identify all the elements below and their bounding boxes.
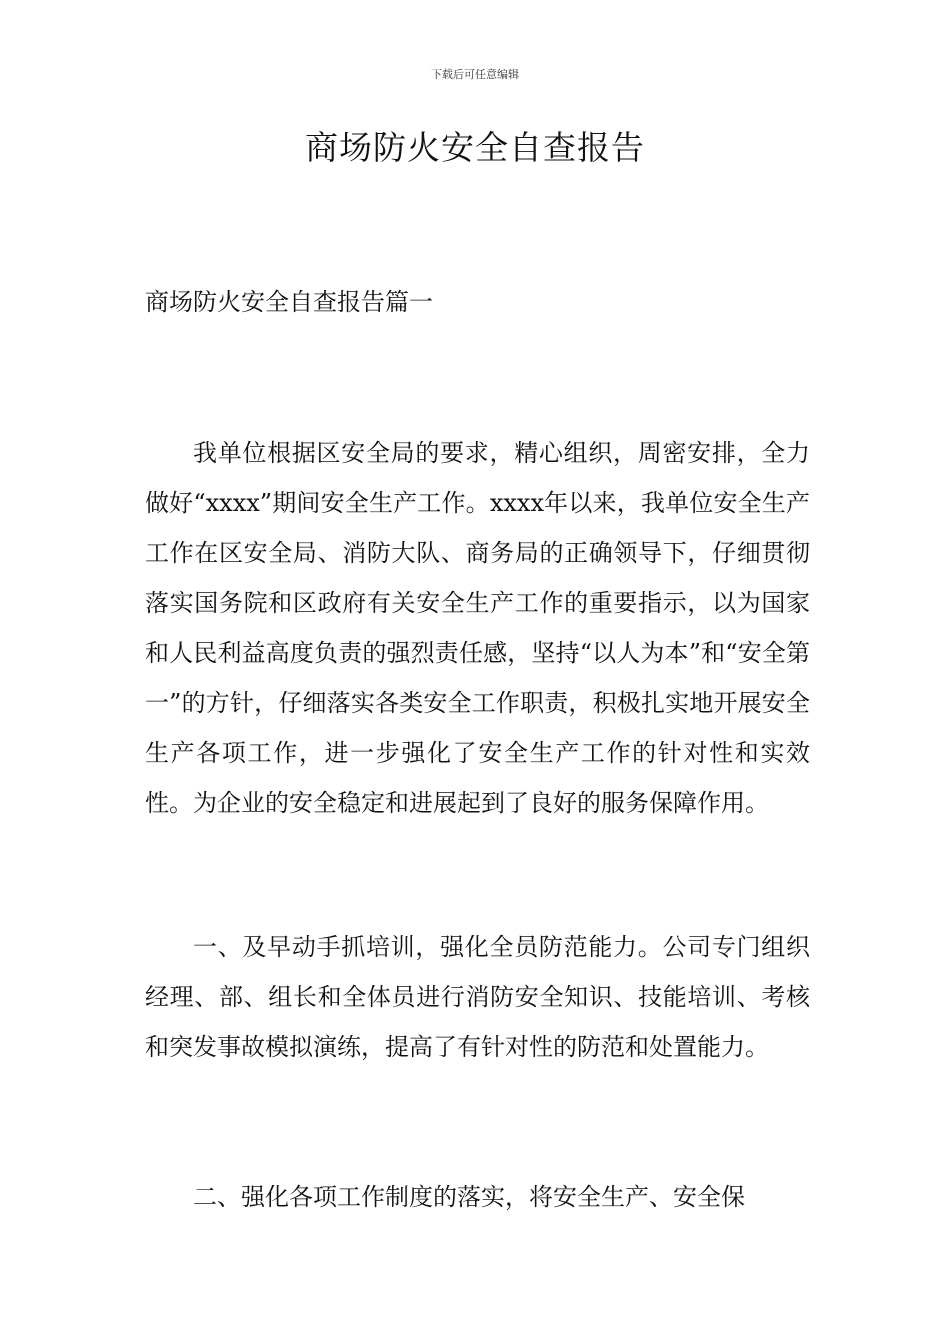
section-heading: 商场防火安全自查报告篇一 bbox=[145, 288, 433, 316]
document-title: 商场防火安全自查报告 bbox=[305, 128, 645, 167]
body-paragraph-2: 一、及早动手抓培训，强化全员防范能力。公司专门组织经理、部、组长和全体员进行消防安全知识、技能培训、考核和突发事故模拟演练，提高了有针对性的防范和处置能力。 bbox=[145, 933, 810, 1061]
body-paragraph-1: 我单位根据区安全局的要求，精心组织，周密安排，全力做好“xxxx”期间安全生产工作。xxxx年以来，我单位安全生产工作在区安全局、消防大队、商务局的正确领导下，仔细贯彻落实国务院和区政府有关安全生产工作的重要指示，以为国家和人民利益高度负责的强烈责任感，坚持“以人为本”和“安全第一”的方针，仔细落实各类安全工作职责，积极扎实地开展安全生产各项工作，进一步强化了安全生产工作的针对性和实效性。为企业的安全稳定和进展起到了良好的服务保障作用。 bbox=[145, 439, 810, 817]
body-paragraph-3: 二、强化各项工作制度的落实，将安全生产、安全保 bbox=[193, 1183, 745, 1211]
header-note: 下载后可任意编辑 bbox=[431, 68, 519, 81]
